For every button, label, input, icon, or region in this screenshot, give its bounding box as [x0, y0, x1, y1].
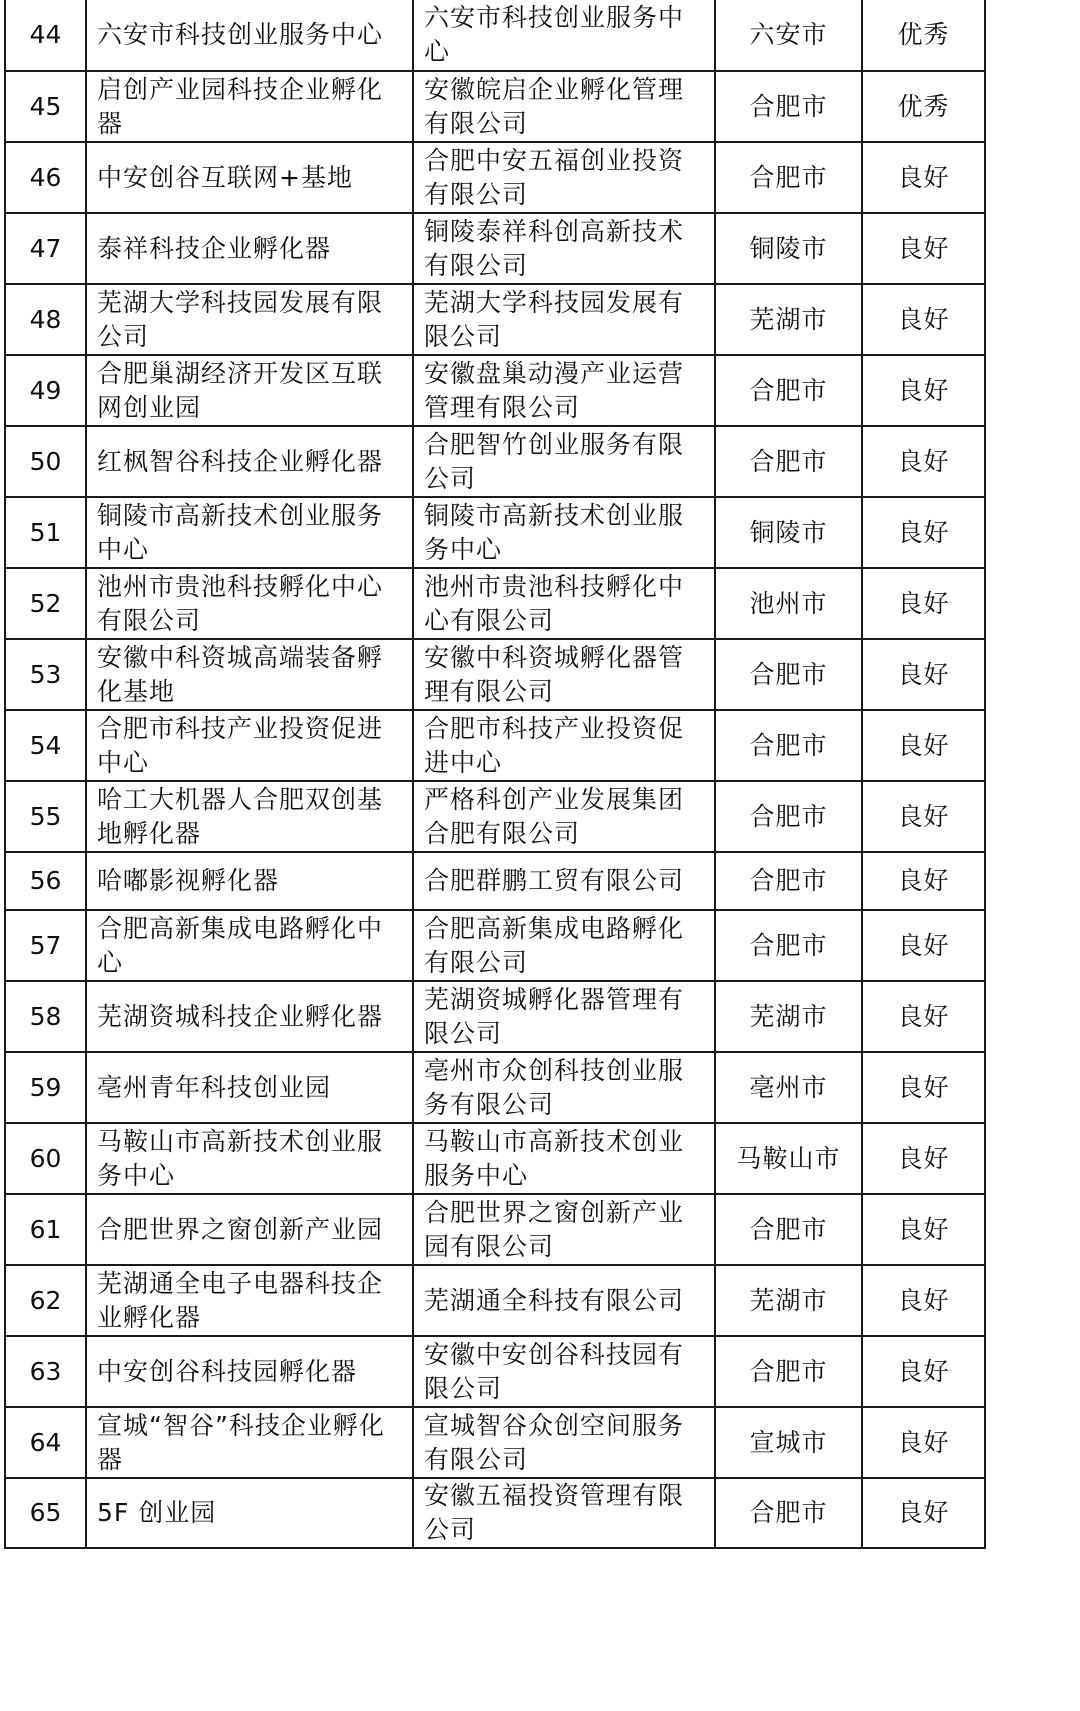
incubator-name-cell: 5F 创业园 — [86, 1478, 413, 1548]
rating-cell: 良好 — [862, 568, 985, 639]
operating-company-cell: 芜湖大学科技园发展有限公司 — [413, 284, 715, 355]
row-number-cell: 55 — [5, 781, 86, 852]
rating-cell: 良好 — [862, 639, 985, 710]
row-number-cell: 56 — [5, 852, 86, 910]
incubator-rating-table — [4, 0, 986, 1549]
city-cell: 铜陵市 — [715, 497, 862, 568]
city-cell: 合肥市 — [715, 355, 862, 426]
row-number-cell: 58 — [5, 981, 86, 1052]
incubator-name-cell: 泰祥科技企业孵化器 — [86, 213, 413, 284]
table-row — [5, 568, 985, 639]
operating-company-cell: 六安市科技创业服务中心 — [413, 0, 715, 71]
rating-cell: 良好 — [862, 497, 985, 568]
table-row — [5, 781, 985, 852]
rating-cell: 良好 — [862, 1194, 985, 1265]
operating-company-cell: 合肥世界之窗创新产业园有限公司 — [413, 1194, 715, 1265]
row-number-cell: 49 — [5, 355, 86, 426]
table-row — [5, 497, 985, 568]
operating-company-cell: 合肥智竹创业服务有限公司 — [413, 426, 715, 497]
incubator-name-cell: 合肥巢湖经济开发区互联网创业园 — [86, 355, 413, 426]
table-row — [5, 1407, 985, 1478]
operating-company-cell: 马鞍山市高新技术创业服务中心 — [413, 1123, 715, 1194]
table-row — [5, 71, 985, 142]
rating-cell: 良好 — [862, 142, 985, 213]
row-number-cell: 61 — [5, 1194, 86, 1265]
incubator-name-cell: 中安创谷互联网+基地 — [86, 142, 413, 213]
city-cell: 合肥市 — [715, 710, 862, 781]
city-cell: 宣城市 — [715, 1407, 862, 1478]
table-row — [5, 910, 985, 981]
city-cell: 合肥市 — [715, 1478, 862, 1548]
rating-cell: 良好 — [862, 1265, 985, 1336]
table-row — [5, 213, 985, 284]
incubator-name-cell: 红枫智谷科技企业孵化器 — [86, 426, 413, 497]
rating-cell: 良好 — [862, 1407, 985, 1478]
row-number-cell: 44 — [5, 0, 86, 71]
operating-company-cell: 安徽盘巢动漫产业运营管理有限公司 — [413, 355, 715, 426]
operating-company-cell: 安徽中安创谷科技园有限公司 — [413, 1336, 715, 1407]
city-cell: 合肥市 — [715, 1336, 862, 1407]
rating-cell: 良好 — [862, 1336, 985, 1407]
row-number-cell: 53 — [5, 639, 86, 710]
operating-company-cell: 合肥市科技产业投资促进中心 — [413, 710, 715, 781]
row-number-cell: 47 — [5, 213, 86, 284]
rating-cell: 优秀 — [862, 71, 985, 142]
operating-company-cell: 池州市贵池科技孵化中心有限公司 — [413, 568, 715, 639]
city-cell: 六安市 — [715, 0, 862, 71]
rating-cell: 良好 — [862, 426, 985, 497]
rating-cell: 良好 — [862, 910, 985, 981]
table-row — [5, 426, 985, 497]
table-row — [5, 981, 985, 1052]
operating-company-cell: 合肥群鹏工贸有限公司 — [413, 852, 715, 910]
operating-company-cell: 合肥高新集成电路孵化有限公司 — [413, 910, 715, 981]
row-number-cell: 63 — [5, 1336, 86, 1407]
row-number-cell: 50 — [5, 426, 86, 497]
operating-company-cell: 安徽五福投资管理有限公司 — [413, 1478, 715, 1548]
row-number-cell: 62 — [5, 1265, 86, 1336]
rating-cell: 良好 — [862, 284, 985, 355]
operating-company-cell: 合肥中安五福创业投资有限公司 — [413, 142, 715, 213]
city-cell: 合肥市 — [715, 910, 862, 981]
incubator-name-cell: 六安市科技创业服务中心 — [86, 0, 413, 71]
rating-cell: 良好 — [862, 213, 985, 284]
row-number-cell: 48 — [5, 284, 86, 355]
city-cell: 芜湖市 — [715, 981, 862, 1052]
operating-company-cell: 芜湖资城孵化器管理有限公司 — [413, 981, 715, 1052]
row-number-cell: 46 — [5, 142, 86, 213]
rating-cell: 良好 — [862, 781, 985, 852]
incubator-name-cell: 铜陵市高新技术创业服务中心 — [86, 497, 413, 568]
city-cell: 合肥市 — [715, 426, 862, 497]
incubator-name-cell: 池州市贵池科技孵化中心有限公司 — [86, 568, 413, 639]
table-row — [5, 710, 985, 781]
city-cell: 池州市 — [715, 568, 862, 639]
incubator-name-cell: 启创产业园科技企业孵化器 — [86, 71, 413, 142]
city-cell: 合肥市 — [715, 1194, 862, 1265]
table-row — [5, 355, 985, 426]
table-row — [5, 852, 985, 910]
operating-company-cell: 芜湖通全科技有限公司 — [413, 1265, 715, 1336]
table-row — [5, 1194, 985, 1265]
incubator-name-cell: 芜湖大学科技园发展有限公司 — [86, 284, 413, 355]
city-cell: 马鞍山市 — [715, 1123, 862, 1194]
row-number-cell: 51 — [5, 497, 86, 568]
incubator-name-cell: 合肥高新集成电路孵化中心 — [86, 910, 413, 981]
row-number-cell: 65 — [5, 1478, 86, 1548]
incubator-name-cell: 亳州青年科技创业园 — [86, 1052, 413, 1123]
operating-company-cell: 严格科创产业发展集团合肥有限公司 — [413, 781, 715, 852]
incubator-name-cell: 合肥市科技产业投资促进中心 — [86, 710, 413, 781]
row-number-cell: 64 — [5, 1407, 86, 1478]
row-number-cell: 54 — [5, 710, 86, 781]
table-row — [5, 284, 985, 355]
rating-cell: 良好 — [862, 1478, 985, 1548]
table-row — [5, 1052, 985, 1123]
incubator-name-cell: 芜湖通全电子电器科技企业孵化器 — [86, 1265, 413, 1336]
city-cell: 合肥市 — [715, 142, 862, 213]
operating-company-cell: 安徽皖启企业孵化管理有限公司 — [413, 71, 715, 142]
table-row — [5, 1478, 985, 1548]
incubator-name-cell: 哈嘟影视孵化器 — [86, 852, 413, 910]
city-cell: 合肥市 — [715, 639, 862, 710]
table-row — [5, 0, 985, 71]
incubator-rating-table-container — [4, 0, 984, 1549]
table-row — [5, 639, 985, 710]
rating-cell: 优秀 — [862, 0, 985, 71]
rating-cell: 良好 — [862, 981, 985, 1052]
rating-cell: 良好 — [862, 710, 985, 781]
rating-cell: 良好 — [862, 1123, 985, 1194]
city-cell: 合肥市 — [715, 71, 862, 142]
city-cell: 芜湖市 — [715, 1265, 862, 1336]
table-row — [5, 1123, 985, 1194]
incubator-name-cell: 马鞍山市高新技术创业服务中心 — [86, 1123, 413, 1194]
city-cell: 合肥市 — [715, 852, 862, 910]
operating-company-cell: 亳州市众创科技创业服务有限公司 — [413, 1052, 715, 1123]
city-cell: 亳州市 — [715, 1052, 862, 1123]
operating-company-cell: 宣城智谷众创空间服务有限公司 — [413, 1407, 715, 1478]
incubator-name-cell: 宣城“智谷”科技企业孵化器 — [86, 1407, 413, 1478]
rating-cell: 良好 — [862, 355, 985, 426]
operating-company-cell: 安徽中科资城孵化器管理有限公司 — [413, 639, 715, 710]
row-number-cell: 57 — [5, 910, 86, 981]
row-number-cell: 45 — [5, 71, 86, 142]
table-row — [5, 1336, 985, 1407]
city-cell: 铜陵市 — [715, 213, 862, 284]
row-number-cell: 59 — [5, 1052, 86, 1123]
table-row — [5, 1265, 985, 1336]
incubator-name-cell: 中安创谷科技园孵化器 — [86, 1336, 413, 1407]
operating-company-cell: 铜陵市高新技术创业服务中心 — [413, 497, 715, 568]
table-row — [5, 142, 985, 213]
operating-company-cell: 铜陵泰祥科创高新技术有限公司 — [413, 213, 715, 284]
incubator-name-cell: 合肥世界之窗创新产业园 — [86, 1194, 413, 1265]
row-number-cell: 60 — [5, 1123, 86, 1194]
incubator-name-cell: 哈工大机器人合肥双创基地孵化器 — [86, 781, 413, 852]
incubator-name-cell: 安徽中科资城高端装备孵化基地 — [86, 639, 413, 710]
city-cell: 合肥市 — [715, 781, 862, 852]
city-cell: 芜湖市 — [715, 284, 862, 355]
row-number-cell: 52 — [5, 568, 86, 639]
rating-cell: 良好 — [862, 852, 985, 910]
incubator-name-cell: 芜湖资城科技企业孵化器 — [86, 981, 413, 1052]
rating-cell: 良好 — [862, 1052, 985, 1123]
table-body — [5, 0, 985, 1548]
